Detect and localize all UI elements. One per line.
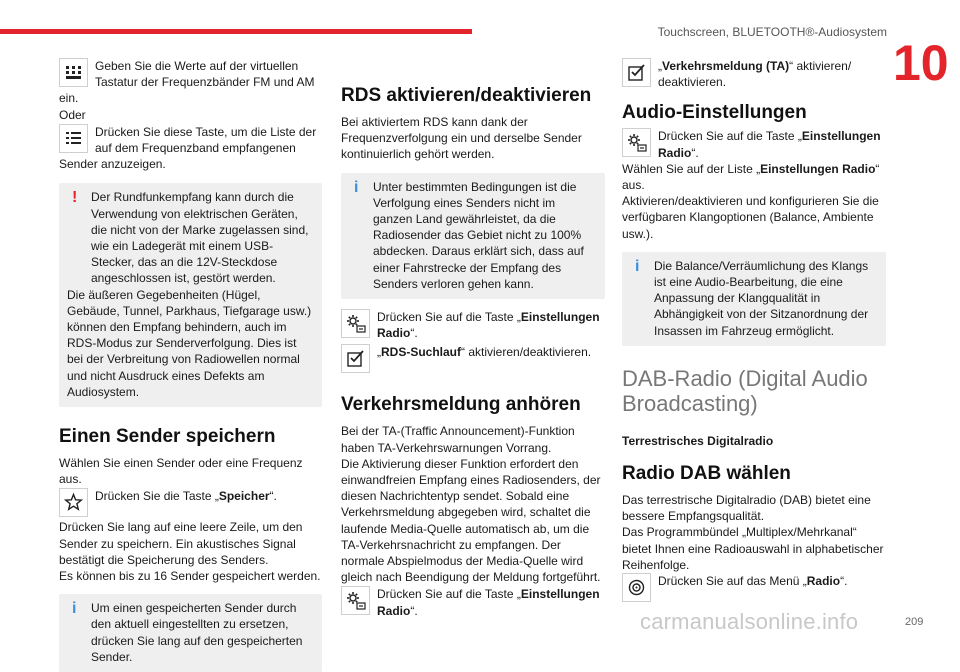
ta-bold: Verkehrsmeldung (TA) xyxy=(662,59,790,73)
info-box-audio xyxy=(622,252,886,346)
rds-intro: Bei aktiviertem RDS kann dank der Frequenzverfolgung ein und derselbe Sender kontinuierlich gehört werden. xyxy=(341,115,582,162)
page-number: 209 xyxy=(905,616,924,628)
info-icon: i xyxy=(354,178,359,196)
rds-search-bold: RDS-Suchlauf xyxy=(381,345,462,360)
info-icon: i xyxy=(72,600,77,618)
heading-traffic: Verkehrsmeldung anhören xyxy=(341,394,581,416)
traffic-text-1: Bei der TA-(Traffic Announcement)-Funktion haben TA-Verkehrswarnungen Vorrang. xyxy=(341,424,575,455)
info-box-rds xyxy=(341,173,605,299)
audio-list-bold: Einstellungen Radio xyxy=(760,161,876,176)
traffic-press-post: “. xyxy=(410,603,418,618)
rds-search-instruction xyxy=(341,344,605,373)
warning-icon: ! xyxy=(72,189,78,207)
radio-icon xyxy=(622,573,651,602)
traffic-text-2: Die Aktivierung dieser Funktion erfordert den einwandfreien Empfang eines Radiosenders, der diesen Nachrichtentyp sendet. Sobald eine Verkehrsmeldung abgegeben wird, schaltet die laufende Media-Quelle automatisch ab, um die TA-Verkehrsnachricht zu empfangen. Der normale Abspielmodus der Media-Quelle wird gleich nach Beendigung der Meldung fortgeführt. xyxy=(341,456,601,585)
heading-save-station: Einen Sender speichern xyxy=(59,426,276,448)
radio-settings-icon xyxy=(341,586,370,615)
audio-press-post: “. xyxy=(691,145,699,160)
dab-text-2: Das Programmbündel „Multiplex/Mehrkanal“ bietet Ihnen eine Radioauswahl in alphabetischer Reihenfolge. xyxy=(622,525,884,572)
rds-search-quote: „ xyxy=(377,345,381,360)
audio-press-bold: Einstellungen Radio xyxy=(658,129,881,160)
info-text-audio: Die Balance/Verräumlichung des Klangs ist eine Audio-Bearbeitung, die eine Anpassung der Klangqualität in Abhängigkeit von der Sitzanordnung der Insassen im Fahrzeug ermöglicht. xyxy=(654,258,869,338)
warning-text-2: Die äußeren Gegebenheiten (Hügel, Gebäude, Tunnel, Parkhaus, Tiefgarage usw.) können den Empfang behindern, auch im RDS-Modus zur Senderverfolgung. Dies ist bei der Verbreitung von Radiowellen normal und nicht Ausdruck eines Defekts am Audiosystem. xyxy=(67,287,312,399)
keypad-instruction xyxy=(59,58,322,90)
radio-menu-instruction xyxy=(622,573,886,602)
star-icon xyxy=(59,488,88,517)
list-text-tail: Sender anzuzeigen. xyxy=(59,157,166,172)
heading-audio-settings: Audio-Einstellungen xyxy=(622,102,807,124)
column-left xyxy=(59,58,322,672)
rds-press-post: “. xyxy=(410,326,418,341)
heading-dab: DAB-Radio (Digital Audio Broadcasting) xyxy=(622,365,868,416)
or-text: Oder xyxy=(59,107,86,122)
traffic-press-text: Drücken Sie auf die Taste „ xyxy=(377,587,521,602)
subheading-dab: Terrestrisches Digitalradio xyxy=(622,433,774,448)
checkbox-icon xyxy=(341,344,370,373)
rds-search-post: “ aktivieren/deaktivieren. xyxy=(461,345,592,360)
save-press-post: “. xyxy=(269,489,277,504)
audio-text-2: Aktivieren/deaktivieren und konfigurieren Sie die verfügbaren Klangoptionen (Balance, Ambiente usw.). xyxy=(622,194,879,241)
list-instruction xyxy=(59,124,322,156)
rds-settings-instruction xyxy=(341,309,605,341)
warning-box xyxy=(59,183,322,407)
chapter-title: Touchscreen, BLUETOOTH®-Audiosystem xyxy=(657,25,887,39)
ta-quote: „ xyxy=(658,59,662,73)
column-right xyxy=(622,58,886,602)
info-text-rds: Unter bestimmten Bedingungen ist die Verfolgung eines Senders nicht im ganzen Land gewährleistet, da die Radiosender das Gebiet nicht zu 100% abdecken. Daraus erklärt sich, dass auf einer Fahrstrecke der Empfang des Senders verloren gehen kann. xyxy=(373,179,584,291)
radio-settings-icon xyxy=(622,128,651,157)
audio-settings-instruction xyxy=(622,128,886,160)
traffic-press-bold: Einstellungen Radio xyxy=(377,587,600,618)
radio-menu-post: “. xyxy=(840,574,848,589)
save-instruction xyxy=(59,488,322,517)
heading-dab-select: Radio DAB wählen xyxy=(622,463,791,485)
checkbox-icon xyxy=(622,58,651,87)
keypad-text-tail: ein. xyxy=(59,91,79,106)
chapter-number: 10 xyxy=(893,35,949,91)
header-accent-bar xyxy=(0,29,472,34)
radio-menu-bold: Radio xyxy=(806,574,841,589)
dab-text-1: Das terrestrische Digitalradio (DAB) bietet eine bessere Empfangsqualität. xyxy=(622,493,871,524)
keypad-icon xyxy=(59,58,88,87)
keypad-text: Geben Sie die Werte auf der virtuellen Tastatur der Frequenzbänder FM und AM xyxy=(95,59,315,90)
audio-list-post: “ aus. xyxy=(622,161,880,193)
warning-text-1: Der Rundfunkempfang kann durch die Verwendung von elektrischen Geräten, die nicht von der Marke zugelassen sind, wie ein Ladegerät mit einem USB-Stecker, das an die 12V-Steckdose angeschlossen ist, gestört werden. xyxy=(91,190,309,286)
traffic-settings-instruction xyxy=(341,586,605,618)
save-press-text: Drücken Sie die Taste „ xyxy=(95,489,219,504)
save-text-2: Es können bis zu 16 Sender gespeichert werden. xyxy=(59,569,321,584)
radio-settings-icon xyxy=(341,309,370,338)
save-press-bold: Speicher xyxy=(218,489,270,504)
list-icon xyxy=(59,124,88,153)
audio-press-text: Drücken Sie auf die Taste „ xyxy=(658,129,802,144)
info-icon: i xyxy=(635,257,640,275)
heading-rds: RDS aktivieren/deaktivieren xyxy=(341,85,592,106)
save-text-1: Drücken Sie lang auf eine leere Zeile, um den Sender zu speichern. Ein akustisches Signal bestätigt die Speicherung des Senders. xyxy=(59,520,303,567)
watermark: carmanualsonline.info xyxy=(640,609,859,634)
ta-instruction xyxy=(622,58,886,90)
save-intro: Wählen Sie einen Sender oder eine Frequenz aus. xyxy=(59,456,303,487)
info-text-save: Um einen gespeicherten Sender durch den aktuell eingestellten zu ersetzen, drücken Sie lang auf den gespeicherten Sender. xyxy=(91,601,303,664)
audio-list-text: Wählen Sie auf der Liste „ xyxy=(622,161,761,176)
radio-menu-text: Drücken Sie auf das Menü „ xyxy=(658,574,807,589)
rds-press-bold: Einstellungen Radio xyxy=(377,310,600,341)
ta-post: “ aktivieren/ deaktivieren. xyxy=(658,59,852,90)
rds-press-text: Drücken Sie auf die Taste „ xyxy=(377,310,521,325)
info-box-save xyxy=(59,594,322,672)
list-text: Drücken Sie diese Taste, um die Liste der auf dem Frequenzband empfangenen xyxy=(95,124,317,156)
column-middle xyxy=(341,58,605,619)
